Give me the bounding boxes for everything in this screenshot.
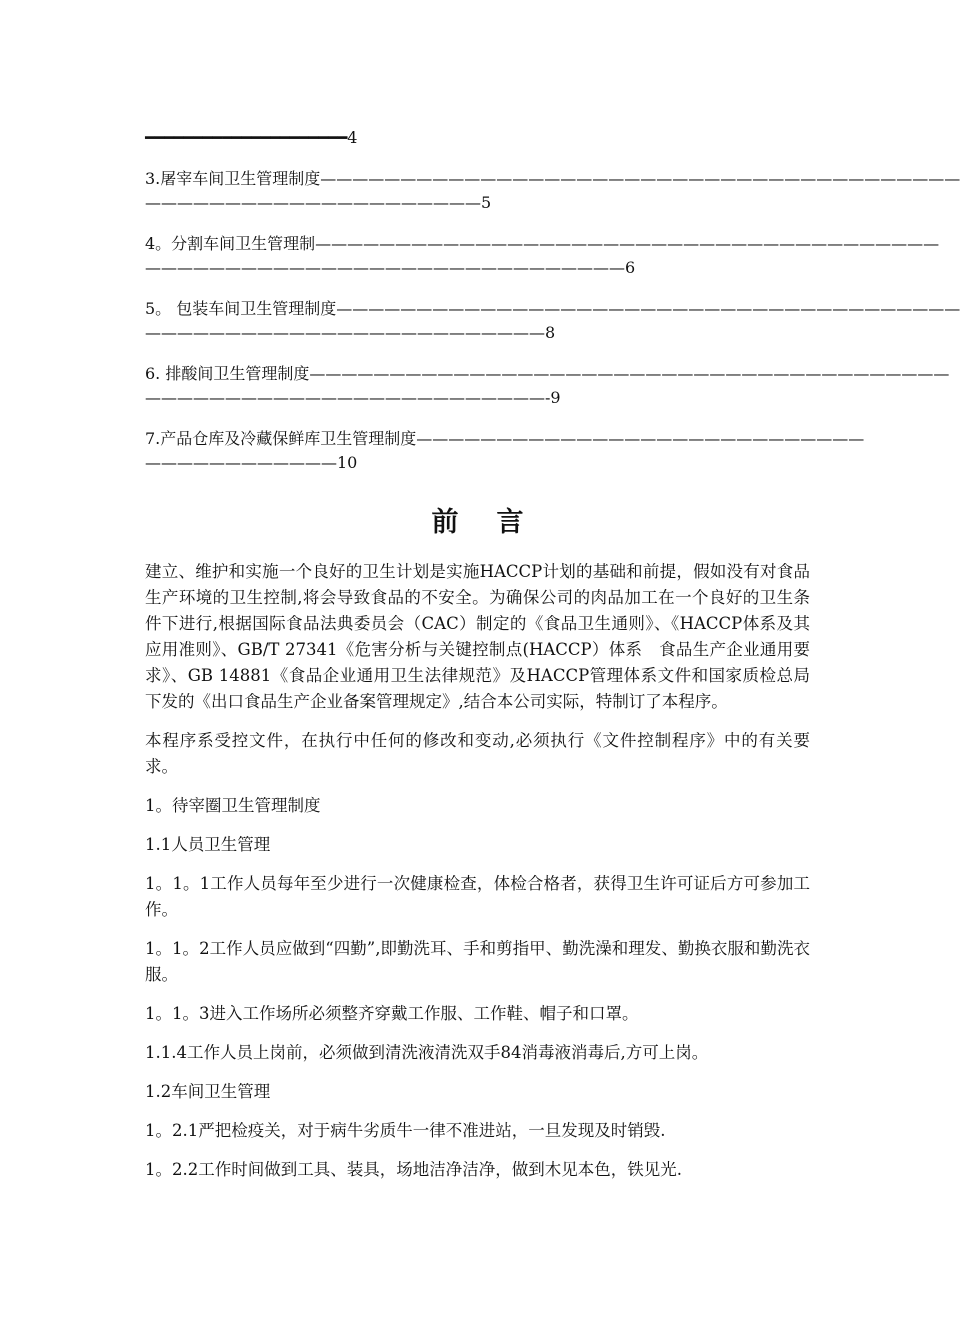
toc-line: ————————————10 <box>145 453 358 472</box>
toc-line: 7.产品仓库及冷藏保鲜库卫生管理制度———————————————————————————— <box>145 429 865 448</box>
table-of-contents <box>145 126 960 492</box>
toc-line: ━━━━━━━━━━━━━━━━━━━━━4 <box>145 128 358 147</box>
section-title: 1。待宰圈卫生管理制度 <box>145 796 321 815</box>
toc-line: 3.屠宰车间卫生管理制度———————————————————————————————————————— <box>145 169 960 188</box>
clause: 1。2.2工作时间做到工具、装具，场地洁净洁净，做到木见本色，铁见光. <box>145 1160 682 1179</box>
subsection-title: 1.2车间卫生管理 <box>145 1082 271 1101</box>
clause: 1。1。1工作人员每年至少进行一次健康检查，体检合格者，获得卫生许可证后方可参加工作。 <box>145 874 810 919</box>
toc-line: —————————————————————————8 <box>145 323 556 342</box>
toc-entry <box>145 297 960 345</box>
clause: 1。2.1严把检疫关，对于病牛劣质牛一律不准进站，一旦发现及时销毁. <box>145 1121 666 1140</box>
toc-entry <box>145 427 865 475</box>
body-text <box>145 559 810 1196</box>
subsection-title: 1.1人员卫生管理 <box>145 835 271 854</box>
clause: 1.1.4工作人员上岗前，必须做到清洗液清洗双手84消毒液消毒后,方可上岗。 <box>145 1043 709 1062</box>
toc-line: —————————————————————————-9 <box>145 388 561 407</box>
toc-line: 5。 包装车间卫生管理制度——————————————————————————————————————— <box>145 299 960 318</box>
toc-entry <box>145 167 960 215</box>
clause: 1。1。3进入工作场所必须整齐穿戴工作服、工作鞋、帽子和口罩。 <box>145 1004 639 1023</box>
paragraph-intro: 建立、维护和实施一个良好的卫生计划是实施HACCP计划的基础和前提，假如没有对食品生产环境的卫生控制,将会导致食品的不安全。为确保公司的肉品加工在一个良好的卫生条件下进行,根据国际食品法典委员会（CAC）制定的《食品卫生通则》、《HACCP体系及其应用准则》、GB/T 27341《危害分析与关键控制点(HACCP）体系 食品生产企业通用要求》、GB 14881《食品企业通用卫生法律规范》及HACCP管理体系文件和国家质检总局下发的《出口食品生产企业备案管理规定》,结合本公司实际，特制订了本程序。 <box>145 562 810 711</box>
toc-line: ——————————————————————————————6 <box>145 258 636 277</box>
toc-entry <box>145 232 940 280</box>
toc-line: 4。分割车间卫生管理制——————————————————————————————————————— <box>145 234 940 253</box>
toc-entry <box>145 126 810 150</box>
section-heading: 前言 <box>431 507 562 538</box>
toc-entry <box>145 362 950 410</box>
toc-line: 6. 排酸间卫生管理制度———————————————————————————————————————— <box>145 364 950 383</box>
toc-line: —————————————————————5 <box>145 193 492 212</box>
paragraph-control: 本程序系受控文件，在执行中任何的修改和变动,必须执行《文件控制程序》中的有关要求。 <box>145 731 810 776</box>
clause: 1。1。2工作人员应做到“四勤”,即勤洗耳、手和剪指甲、勤洗澡和理发、勤换衣服和勤洗衣服。 <box>145 939 810 984</box>
